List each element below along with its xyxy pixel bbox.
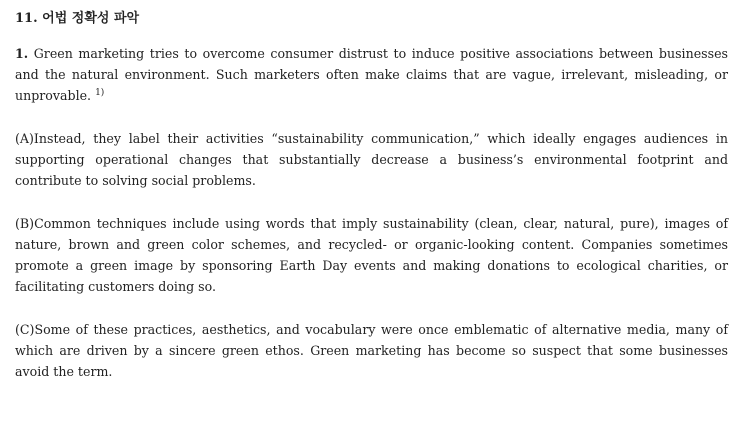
footnote-marker: 1) [95, 87, 105, 98]
passage-number: 1. [15, 46, 29, 61]
paragraph-c: (C)Some of these practices, aesthetics, and vocabulary were once emblematic of alternative media, many of which are driven by a sincere green ethos. Green marketing has become so suspect that some businesses avoid the term. [15, 322, 728, 379]
passage-intro-text: Green marketing tries to overcome consumer distrust to induce positive associations between businesses and the natural environment. Such marketers often make claims that are vague, irrelevant, misleading, or unprovable. [15, 46, 728, 103]
paragraph-a: (A)Instead, they label their activities “sustainability communication,” which ideally engages audiences in supporting operational changes that substantially decrease a business’s environmental footprint and contribute to solving social problems. [15, 131, 728, 188]
paragraph-b: (B)Common techniques include using words that imply sustainability (clean, clear, natural, pure), images of nature, brown and green color schemes, and recycled- or organic-looking content. Companies sometimes promote a green image by sponsoring Earth Day events and making donations to ecological charities, or facilitating customers doing so. [15, 216, 728, 294]
question-title: 11. 어법 정확성 파악 [15, 11, 140, 26]
passage-intro [15, 43, 728, 106]
document-page [15, 9, 728, 404]
